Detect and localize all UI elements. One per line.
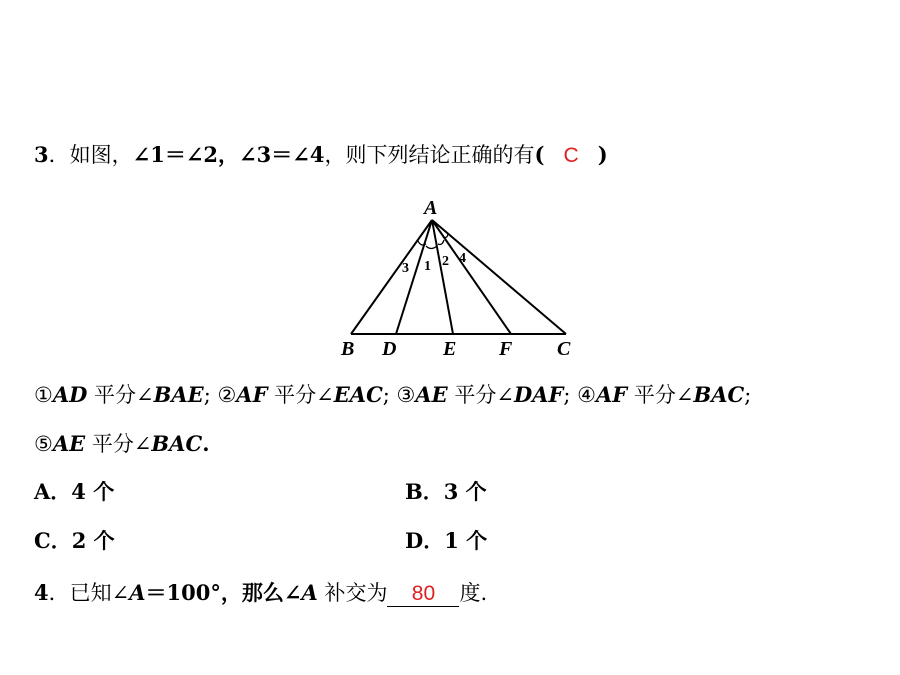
paren-close: ) — [597, 142, 608, 167]
angle-label-4: 4 — [459, 251, 466, 266]
statement-5: ⑤AE 平分∠BAC. — [34, 431, 210, 456]
angle-condition: ∠1＝∠2，∠3＝∠4 — [132, 142, 325, 167]
paren-open: ( — [534, 142, 545, 167]
vertex-label-D: D — [382, 338, 397, 360]
question-number: 3 — [34, 142, 49, 167]
statement-1: ①AD 平分∠BAE; — [34, 382, 218, 407]
question-4-stem: 4．已知∠A＝100°，那么∠A 补交为 80 度. — [34, 580, 488, 605]
statements-line-1 — [34, 380, 751, 410]
choice-A[interactable]: A．4 个 — [34, 479, 115, 504]
angle-arc-1 — [426, 246, 437, 249]
vertex-label-E: E — [443, 338, 457, 360]
choice-D[interactable]: D．1 个 — [405, 528, 488, 553]
choice-B[interactable]: B．3 个 — [405, 479, 487, 504]
segment-AE — [432, 220, 453, 334]
angle-label-1: 1 — [424, 259, 431, 274]
statement-3: ③AE 平分∠DAF; — [396, 382, 578, 407]
stem-text: ．如图， — [48, 143, 133, 167]
question-number-4: 4 — [34, 580, 49, 605]
answer-q4: 80 — [411, 582, 436, 605]
vertex-label-A: A — [424, 197, 438, 219]
statement-2: ②AF 平分∠EAC; — [217, 382, 397, 407]
answer-blank[interactable] — [387, 581, 459, 607]
answer-q3: C — [563, 144, 579, 167]
angle-label-3: 3 — [402, 261, 409, 276]
statement-4: ④AF 平分∠BAC; — [577, 382, 752, 407]
statements-line-2 — [34, 429, 210, 459]
choice-C[interactable]: C．2 个 — [34, 528, 115, 553]
angle-arc-2 — [438, 240, 444, 245]
vertex-label-B: B — [341, 338, 355, 360]
angle-label-2: 2 — [442, 254, 449, 269]
stem-text-2: ，则下列结论正确的有 — [324, 143, 535, 167]
segment-AB — [351, 220, 432, 334]
segment-AD — [396, 220, 432, 334]
vertex-label-C: C — [557, 338, 571, 360]
vertex-label-F: F — [499, 338, 513, 360]
